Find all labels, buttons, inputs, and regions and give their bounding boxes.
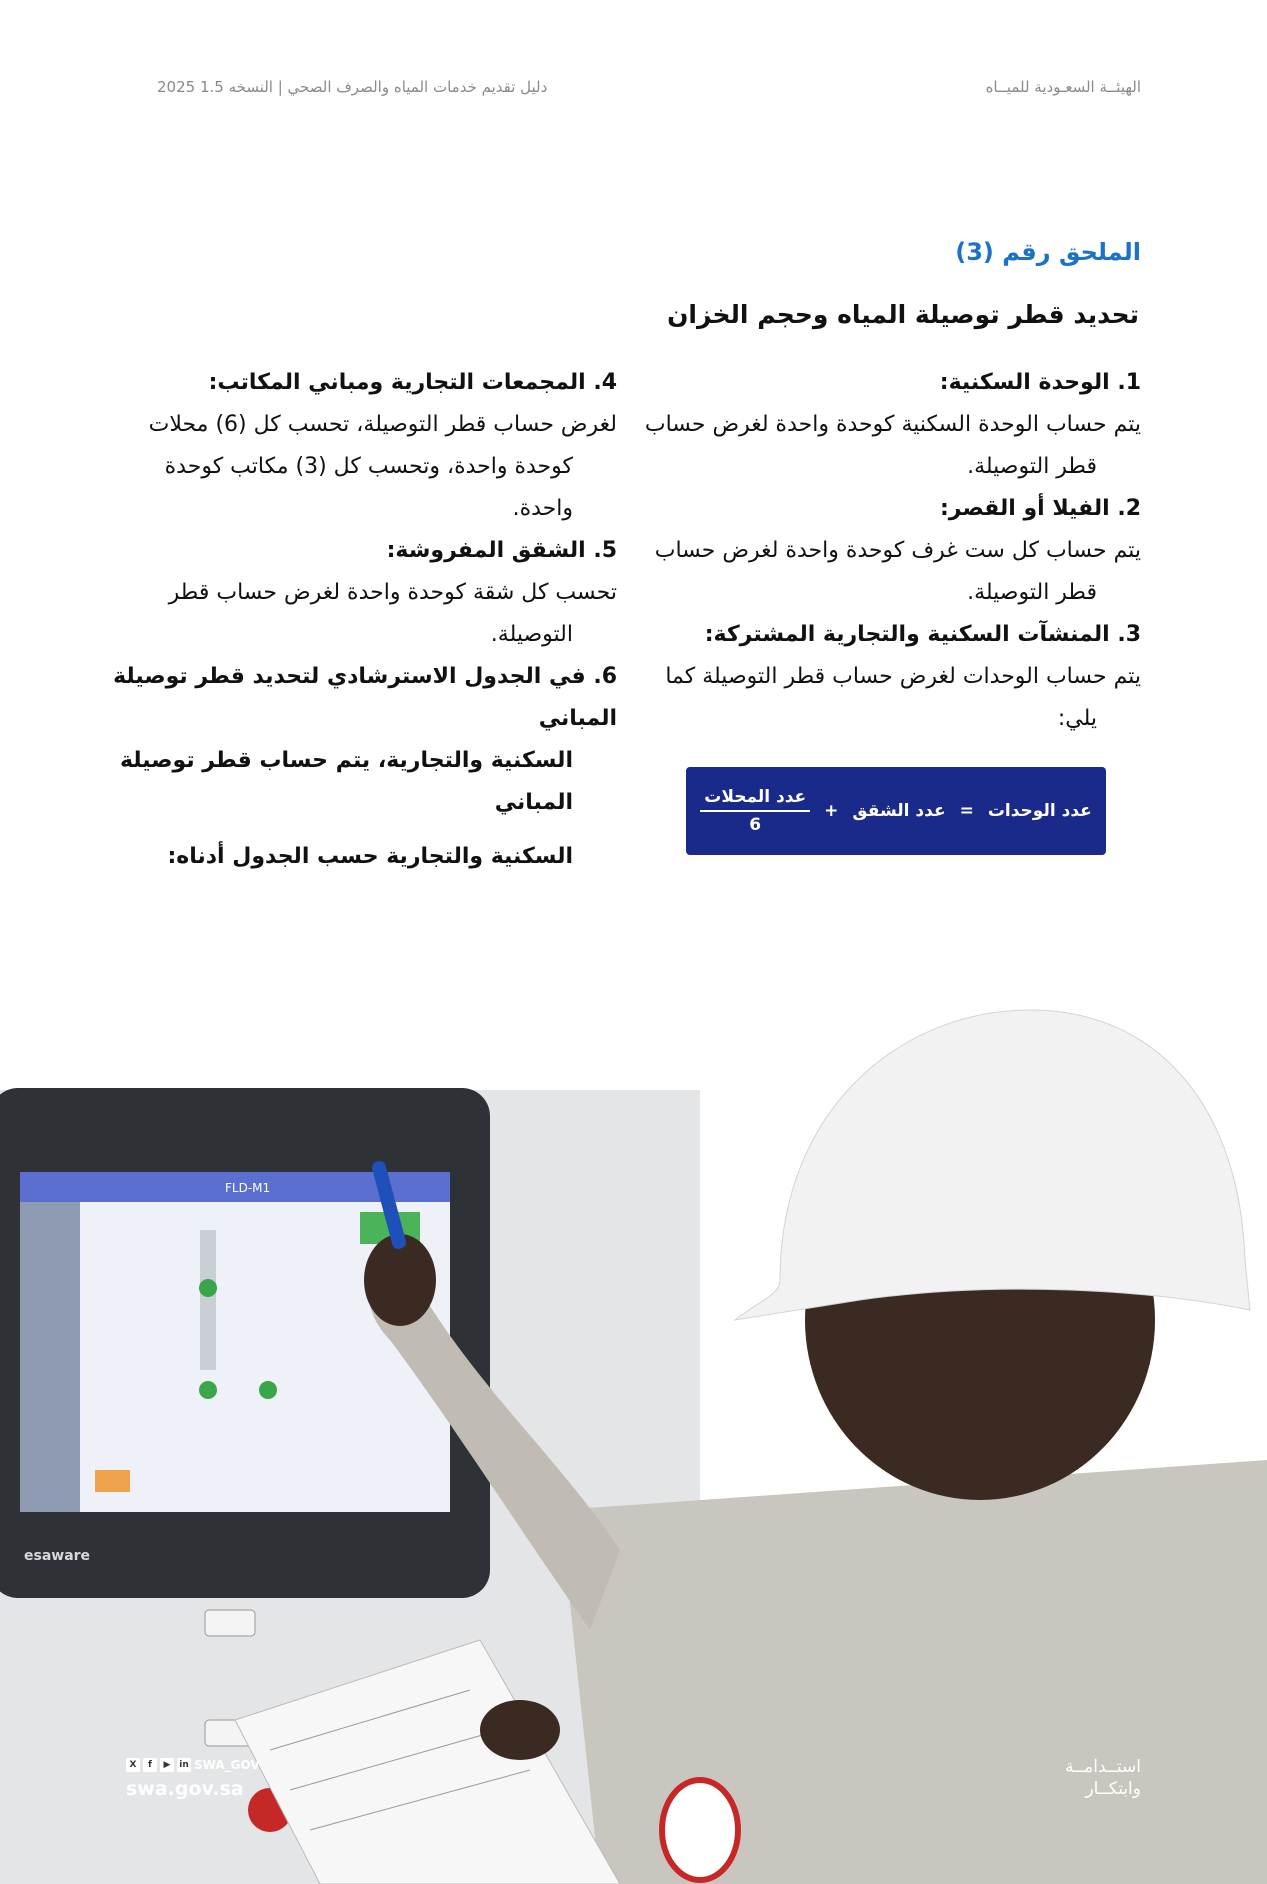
slogan-line-1: استــدامــة	[1065, 1757, 1141, 1777]
item-4-number: 4.	[593, 370, 617, 395]
hard-hat	[735, 1010, 1250, 1320]
item-5-heading	[97, 530, 617, 572]
screen-alert-tile	[95, 1470, 130, 1492]
item-1-line-2: قطر التوصيلة.	[967, 454, 1097, 479]
item-6-number: 6.	[593, 664, 617, 689]
worker-hand-2	[480, 1700, 560, 1760]
panel-switch	[205, 1610, 255, 1636]
item-6-line-3: السكنية والتجارية حسب الجدول أدناه:	[167, 844, 573, 869]
item-2-heading	[621, 488, 1141, 530]
item-6-line-2: السكنية والتجارية، يتم حساب قطر توصيلة المباني	[119, 748, 573, 815]
formula-box	[686, 767, 1106, 855]
screen-sidebar	[20, 1202, 80, 1512]
youtube-icon[interactable]: ▶	[160, 1758, 174, 1772]
item-1-line-1: يتم حساب الوحدة السكنية كوحدة واحدة لغرض حساب	[644, 412, 1141, 437]
monitor-brand: esaware	[24, 1548, 91, 1564]
item-6	[97, 656, 617, 878]
item-3-line-1: يتم حساب الوحدات لغرض حساب قطر التوصيلة كما	[665, 664, 1141, 689]
item-3	[621, 614, 1141, 740]
linkedin-icon[interactable]: in	[177, 1758, 191, 1772]
uniform-patch	[662, 1780, 738, 1880]
item-5	[97, 530, 617, 656]
item-3-heading	[621, 614, 1141, 656]
item-1-body	[621, 404, 1141, 488]
formula-equals: =	[959, 801, 974, 821]
screen-valve-icon	[199, 1279, 217, 1297]
item-4-line-3: واحدة.	[512, 496, 573, 521]
item-6-line-1: في الجدول الاسترشادي لتحديد قطر توصيلة المباني	[113, 664, 617, 731]
item-2-number: 2.	[1117, 496, 1141, 521]
item-5-number: 5.	[593, 538, 617, 563]
item-3-body	[621, 656, 1141, 740]
item-2	[621, 488, 1141, 614]
formula-plus: +	[824, 801, 839, 821]
footer-website[interactable]: swa.gov.sa	[126, 1778, 244, 1800]
item-2-line-1: يتم حساب كل ست غرف كوحدة واحدة لغرض حساب	[654, 538, 1141, 563]
item-4-line-2: كوحدة واحدة، وتحسب كل (3) مكاتب كوحدة	[164, 454, 573, 479]
formula-numerator: عدد المحلات	[700, 787, 810, 812]
header-org-name: الهيئــة السعـودية للميــاه	[985, 78, 1141, 96]
item-1	[621, 362, 1141, 488]
screen-title: FLD-M1	[225, 1181, 271, 1195]
item-5-line-1: تحسب كل شقة كوحدة واحدة لغرض حساب قطر	[168, 580, 617, 605]
x-icon[interactable]: X	[126, 1758, 140, 1772]
item-3-heading-text: المنشآت السكنية والتجارية المشتركة:	[704, 622, 1110, 647]
formula-lhs: عدد الوحدات	[987, 801, 1092, 821]
item-2-line-2: قطر التوصيلة.	[967, 580, 1097, 605]
formula-term-apartments: عدد الشقق	[852, 801, 946, 821]
formula-denominator: 6	[749, 815, 762, 835]
screen-valve-icon-2	[199, 1381, 217, 1399]
footer-slogan	[1065, 1756, 1141, 1800]
engineer-photo	[0, 990, 1267, 1884]
slogan-line-2: وابتكــار	[1085, 1779, 1141, 1799]
section-title: تحديد قطر توصيلة المياه وحجم الخزان	[667, 300, 1139, 329]
item-6-line-1-wrap	[97, 656, 617, 740]
annex-title: الملحق رقم (3)	[955, 238, 1141, 266]
right-column	[621, 362, 1141, 740]
item-4-body	[97, 404, 617, 530]
item-1-heading	[621, 362, 1141, 404]
facebook-icon[interactable]: f	[143, 1758, 157, 1772]
item-3-number: 3.	[1117, 622, 1141, 647]
header-doc-title: دليل تقديم خدمات المياه والصرف الصحي | النسخه 1.5 2025	[157, 78, 548, 96]
item-1-number: 1.	[1117, 370, 1141, 395]
item-4-line-1: لغرض حساب قطر التوصيلة، تحسب كل (6) محلات	[148, 412, 617, 437]
left-column	[97, 362, 617, 878]
screen-valve-icon-3	[259, 1381, 277, 1399]
item-5-line-2: التوصيلة.	[490, 622, 573, 647]
screen-pipe	[200, 1230, 216, 1370]
item-4-heading	[97, 362, 617, 404]
item-2-heading-text: الفيلا أو القصر:	[940, 496, 1110, 521]
item-5-body	[97, 572, 617, 656]
item-4	[97, 362, 617, 530]
item-5-heading-text: الشقق المفروشة:	[386, 538, 586, 563]
item-3-line-2: يلي:	[1057, 706, 1097, 731]
item-2-body	[621, 530, 1141, 614]
social-handle-text: SWA_GOV	[194, 1758, 260, 1772]
formula-fraction	[700, 787, 810, 835]
item-4-heading-text: المجمعات التجارية ومباني المكاتب:	[208, 370, 586, 395]
item-1-heading-text: الوحدة السكنية:	[939, 370, 1110, 395]
social-handle	[126, 1758, 260, 1772]
